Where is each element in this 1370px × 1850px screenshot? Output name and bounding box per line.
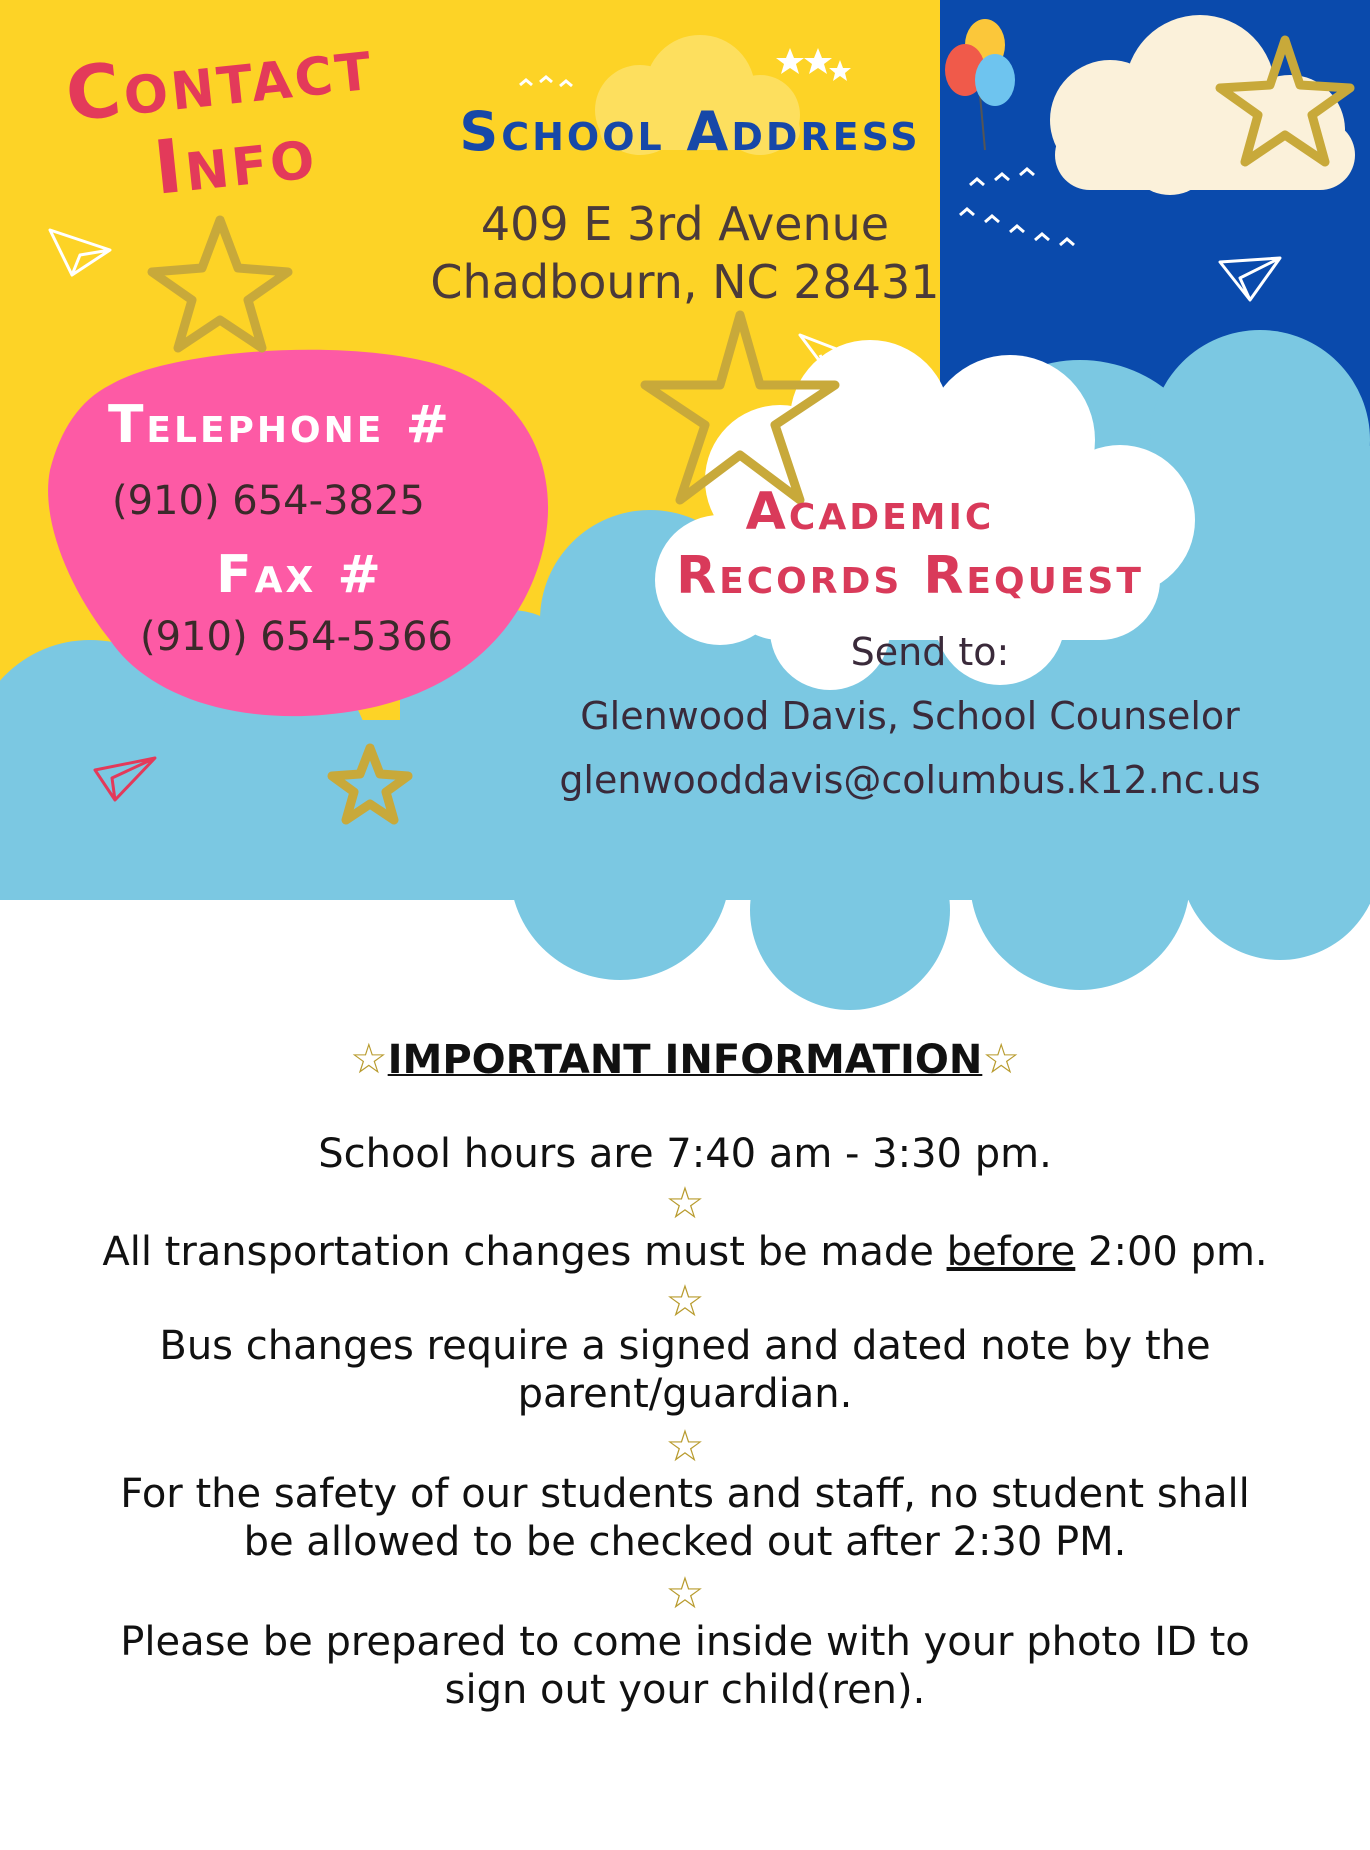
transportation-text-emphasis: before <box>946 1229 1076 1275</box>
records-email-link[interactable]: glenwooddavis@columbus.k12.nc.us <box>559 758 1261 802</box>
important-info-title: IMPORTANT INFORMATION <box>387 1037 983 1083</box>
contact-info-line2: Info <box>149 109 321 212</box>
star-divider-icon: ☆ <box>665 1422 705 1471</box>
school-address-street: 409 E 3rd Avenue <box>480 197 890 251</box>
contact-info-line1: Contact <box>61 20 378 139</box>
photo-id-text <box>0 1618 1370 1714</box>
records-send-to: Send to: <box>850 630 1010 674</box>
school-address-city: Chadbourn, NC 28431 <box>430 255 940 309</box>
bus-changes-line2: parent/guardian. <box>517 1371 853 1417</box>
transportation-text-end: 2:00 pm. <box>1075 1229 1268 1275</box>
fax-number: (910) 654-5366 <box>140 614 453 660</box>
important-info-heading <box>0 1035 1370 1084</box>
photo-id-line2: sign out your child(ren). <box>444 1667 926 1713</box>
star-divider-icon: ☆ <box>665 1277 705 1326</box>
records-counselor-name: Glenwood Davis, School Counselor <box>580 694 1240 738</box>
safety-line1: For the safety of our students and staff, no student shall <box>120 1471 1250 1517</box>
school-address-block <box>390 195 980 311</box>
bus-changes-line1: Bus changes require a signed and dated note by the <box>159 1323 1211 1369</box>
transportation-text <box>0 1228 1370 1276</box>
safety-line2: be allowed to be checked out after 2:30 PM. <box>243 1519 1127 1565</box>
records-title-line2: Records Request <box>676 546 1144 606</box>
star-divider-icon: ☆ <box>665 1179 705 1228</box>
records-request-title <box>640 480 1180 608</box>
telephone-number: (910) 654-3825 <box>112 478 425 524</box>
star-icon: ☆ <box>982 1034 1020 1083</box>
school-hours-text: School hours are 7:40 am - 3:30 pm. <box>318 1131 1052 1177</box>
bus-changes-text <box>0 1322 1370 1418</box>
photo-id-line1: Please be prepared to come inside with your photo ID to <box>120 1619 1250 1665</box>
records-contact-block <box>540 620 1280 812</box>
star-divider-icon: ☆ <box>665 1569 705 1618</box>
telephone-label: Telephone # <box>107 395 453 455</box>
records-title-line1: Academic <box>745 482 995 542</box>
fax-label: Fax # <box>216 545 384 605</box>
transportation-text-start: All transportation changes must be made <box>102 1229 947 1275</box>
school-address-title: School Address <box>459 100 921 163</box>
star-icon: ☆ <box>350 1034 388 1083</box>
safety-text <box>0 1470 1370 1566</box>
contact-info-title <box>61 20 386 218</box>
